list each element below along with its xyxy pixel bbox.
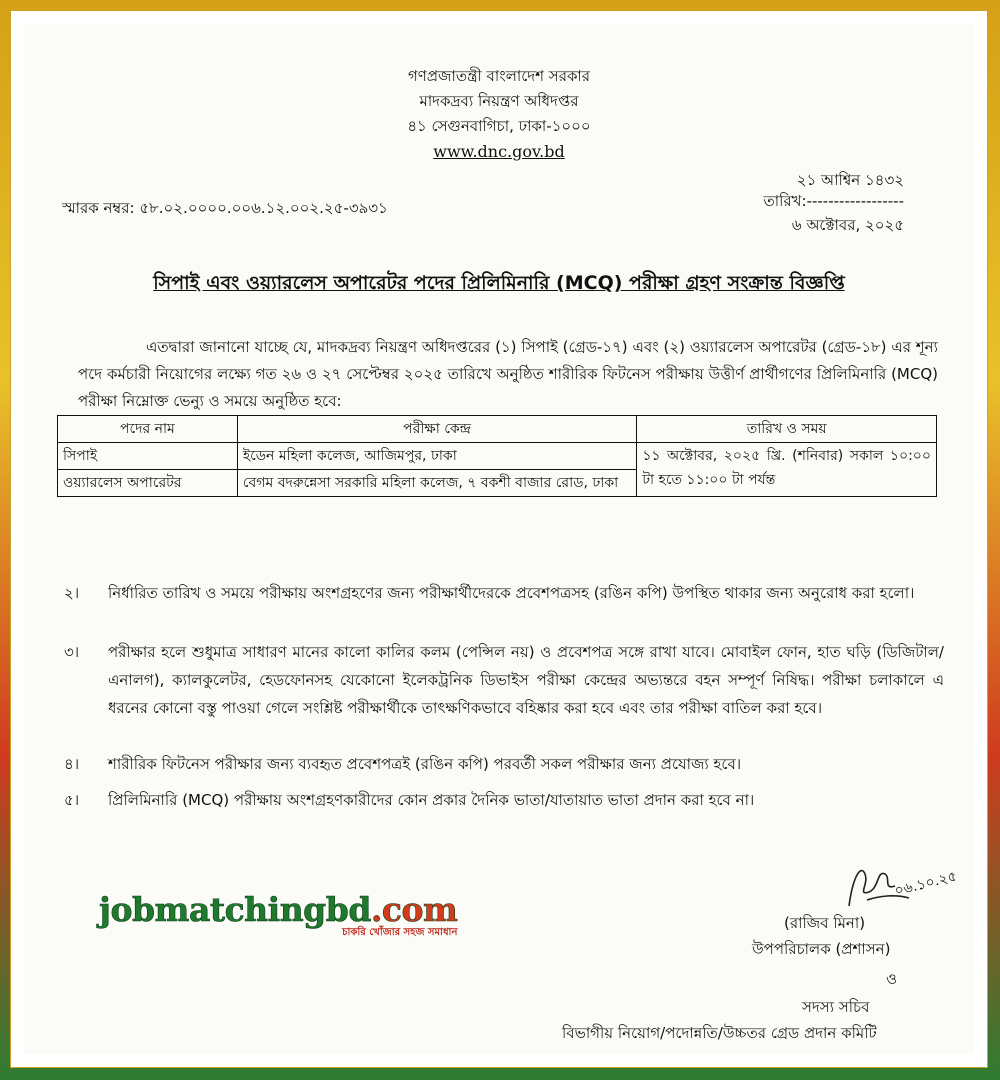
table-header-row: [58, 416, 937, 443]
website-link[interactable]: www.dnc.gov.bd: [433, 142, 565, 161]
center-cell: ইডেন মহিলা কলেজ, আজিমপুর, ঢাকা: [237, 443, 637, 470]
item-text: নির্ধারিত তারিখ ও সময়ে পরীক্ষায় অংশগ্রহণের জন্য পরীক্ষার্থীদেরকে প্রবেশপত্রসহ (রঙিন কপি) উপস্থিত থাকার জন্য অনুরোধ করা হলো।: [108, 584, 915, 602]
letterhead: [24, 64, 974, 164]
signatory-designation: উপপরিচালক (প্রশাসন): [752, 940, 891, 958]
outer-frame: [10, 10, 988, 1068]
item-text: প্রিলিমিনারি (MCQ) পরীক্ষায় অংশগ্রহণকারীদের কোন প্রকার দৈনিক ভাতা/যাতায়াত ভাতা প্রদান করা হবে না।: [108, 791, 755, 809]
post-cell: ওয়্যারলেস অপারেটর: [58, 470, 238, 497]
brand-tld: .com: [370, 890, 458, 929]
item-text: শারীরিক ফিটনেস পরীক্ষার জন্য ব্যবহৃত প্রবেশপত্রই (রঙিন কপি) পরবর্তী সকল পরীক্ষার জন্য প্রযোজ্য হবে।: [108, 755, 742, 773]
department-name: মাদকদ্রব্য নিয়ন্ত্রণ অধিদপ্তর: [419, 92, 579, 110]
list-item: [64, 750, 944, 778]
signatory-name: (রাজিব মিনা): [784, 914, 866, 932]
post-cell: সিপাই: [58, 443, 238, 470]
date-bangla: ২১ আশ্বিন ১৪৩২: [796, 171, 904, 189]
list-item: [64, 786, 944, 814]
item-number: ৫।: [64, 791, 80, 809]
col-header-post: পদের নাম: [58, 416, 238, 443]
notice-title: সিপাই এবং ওয়্যারলেস অপারেটর পদের প্রিলিমিনারি (MCQ) পরীক্ষা গ্রহণ সংক্রান্ত বিজ্ঞপ্তি: [153, 272, 845, 294]
col-header-center: পরীক্ষা কেন্দ্র: [237, 416, 637, 443]
watermark-tagline: চাকরি খোঁজার সহজ সমাধান: [342, 927, 458, 938]
committee-name: বিভাগীয় নিয়োগ/পদোন্নতি/উচ্চতর গ্রেড প্রদান কমিটি: [562, 1024, 877, 1042]
item-text: পরীক্ষার হলে শুধুমাত্র সাধারণ মানের কালো কালির কলম (পেন্সিল নয়) ও প্রবেশপত্র সঙ্গে রাখা যাবে। মোবাইল ফোন, হাত ঘড়ি (ডিজিটাল/এনালগ), ক্যালকুলেটর, হেডফোনসহ যেকোনো ইলেকট্রনিক ডিভাইস পরীক্ষা কেন্দ্রের অভ্যন্তরে বহন সম্পূর্ণ নিষিদ্ধ। পরীক্ষা চলাকালে এ ধরনের কোনো বস্তু পাওয়া গেলে সংশ্লিষ্ট পরীক্ষার্থীকে তাৎক্ষণিকভাবে বহিষ্কার করা হবে এবং তার পরীক্ষা বাতিল করা হবে।: [108, 643, 944, 717]
table-row: [58, 443, 937, 470]
list-item: [64, 638, 944, 722]
date-label: তারিখ:------------------: [763, 192, 904, 210]
intro-paragraph: এতদ্বারা জানানো যাচ্ছে যে, মাদকদ্রব্য নিয়ন্ত্রণ অধিদপ্তরের (১) সিপাই (গ্রেড-১৭) এবং (২) ওয়্যারলেস অপারেটর (গ্রেড-১৮) এর শূন্য পদে কর্মচারী নিয়োগের লক্ষ্যে গত ২৬ ও ২৭ সেপ্টেম্বর ২০২৫ তারিখে অনুষ্ঠিত শারীরিক ফিটনেস পরীক্ষায় উত্তীর্ণ প্রার্থীগণের প্রিলিমিনারি (MCQ) পরীক্ষা নিম্নোক্ত ভেন্যু ও সময়ে অনুষ্ঠিত হবে:: [78, 338, 938, 410]
office-address: ৪১ সেগুনবাগিচা, ঢাকা-১০০০: [407, 117, 591, 135]
memo-ref: স্মারক নম্বর: ৫৮.০২.০০০০.০০৬.১২.০০২.২৫-৩৯৩১: [62, 199, 388, 217]
brand-main: jobmatchingbd: [99, 890, 371, 929]
notice-document: [24, 24, 974, 1054]
watermark-brand: [99, 890, 457, 929]
center-cell: বেগম বদরুন্নেসা সরকারি মহিলা কলেজ, ৭ বকশী বাজার রোড, ঢাকা: [237, 470, 637, 497]
govt-name: গণপ্রজাতন্ত্রী বাংলাদেশ সরকার: [407, 67, 591, 85]
venue-table: [57, 415, 937, 497]
datetime-cell: ১১ অক্টোবর, ২০২৫ খ্রি. (শনিবার) সকাল ১০:০০ টা হতে ১১:০০ টা পর্যন্ত: [637, 443, 937, 497]
list-item: [64, 579, 944, 607]
item-number: ২।: [64, 584, 80, 602]
item-number: ৪।: [64, 755, 80, 773]
signatory-conj: ও: [886, 970, 898, 988]
signature-date: ০৬.১০.২৫: [893, 868, 959, 900]
col-header-datetime: তারিখ ও সময়: [637, 416, 937, 443]
date-english: ৬ অক্টোবর, ২০২৫: [791, 216, 904, 234]
item-number: ৩।: [64, 643, 80, 661]
signatory-role: সদস্য সচিব: [802, 998, 870, 1016]
watermark-logo: [99, 890, 457, 942]
